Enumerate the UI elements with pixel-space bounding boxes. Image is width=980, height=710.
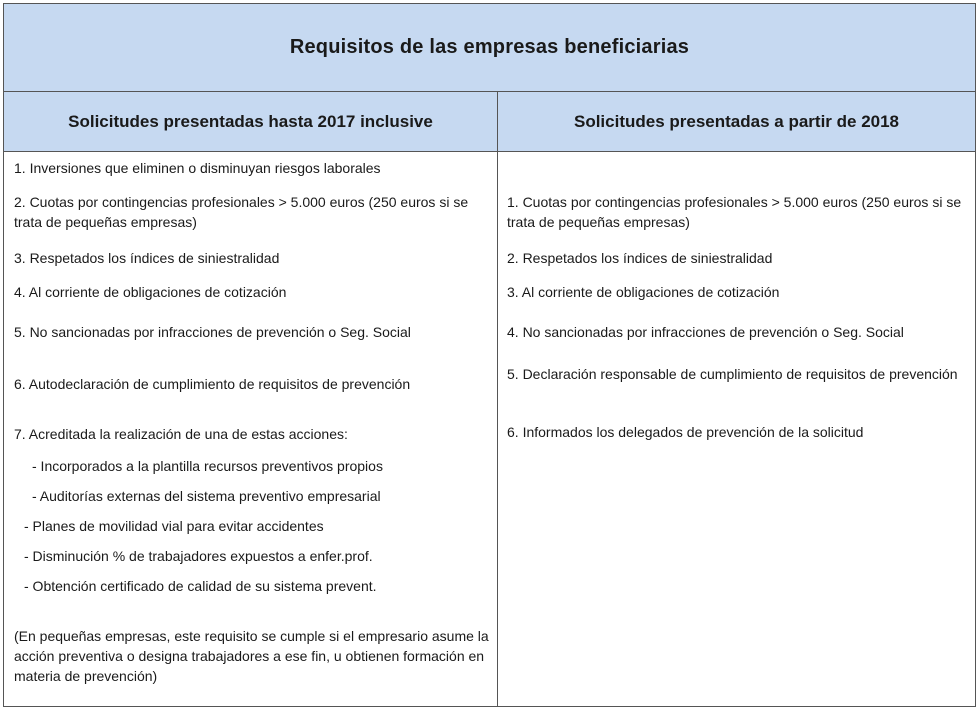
right-item-2: 2. Respetados los índices de siniestralidad [507, 250, 773, 266]
header-left: Solicitudes presentadas hasta 2017 inclusive [68, 111, 433, 131]
left-subitem-2: - Auditorías externas del sistema preventivo empresarial [32, 488, 381, 504]
right-item-4: 4. No sancionadas por infracciones de prevención o Seg. Social [507, 324, 904, 340]
table-title: Requisitos de las empresas beneficiarias [289, 36, 690, 58]
header-row [4, 92, 975, 152]
right-item-5: 5. Declaración responsable de cumplimiento de requisitos de prevención [507, 366, 958, 382]
right-item-6: 6. Informados los delegados de prevención de la solicitud [507, 424, 864, 440]
header-right: Solicitudes presentadas a partir de 2018 [573, 111, 900, 131]
left-item-2: 2. Cuotas por contingencias profesionales > 5.000 euros (250 euros si se trata de pequeñas empresas) [14, 194, 469, 230]
left-note: (En pequeñas empresas, este requisito se cumple si el empresario asume la acción preventiva o designa trabajadores a ese fin, u obtienen formación en materia de prevención) [14, 628, 489, 684]
left-item-3: 3. Respetados los índices de siniestralidad [14, 250, 280, 266]
left-subitem-4: - Disminución % de trabajadores expuestos a enfer.prof. [24, 548, 373, 564]
left-subitem-1: - Incorporados a la plantilla recursos preventivos propios [32, 458, 383, 474]
left-item-6: 6. Autodeclaración de cumplimiento de requisitos de prevención [14, 376, 411, 392]
title-row [4, 4, 975, 92]
left-subitem-5: - Obtención certificado de calidad de su sistema prevent. [24, 578, 377, 594]
left-subitem-3: - Planes de movilidad vial para evitar accidentes [24, 518, 324, 534]
left-item-5: 5. No sancionadas por infracciones de prevención o Seg. Social [14, 324, 411, 340]
left-item-1: 1. Inversiones que eliminen o disminuyan riesgos laborales [14, 160, 381, 176]
left-item-7: 7. Acreditada la realización de una de estas acciones: [14, 426, 348, 442]
right-item-3: 3. Al corriente de obligaciones de cotización [507, 284, 780, 300]
requirements-table [3, 3, 976, 707]
column-divider [497, 92, 498, 706]
left-item-4: 4. Al corriente de obligaciones de cotización [14, 284, 287, 300]
right-item-1: 1. Cuotas por contingencias profesionales > 5.000 euros (250 euros si se trata de pequeñas empresas) [507, 194, 962, 230]
